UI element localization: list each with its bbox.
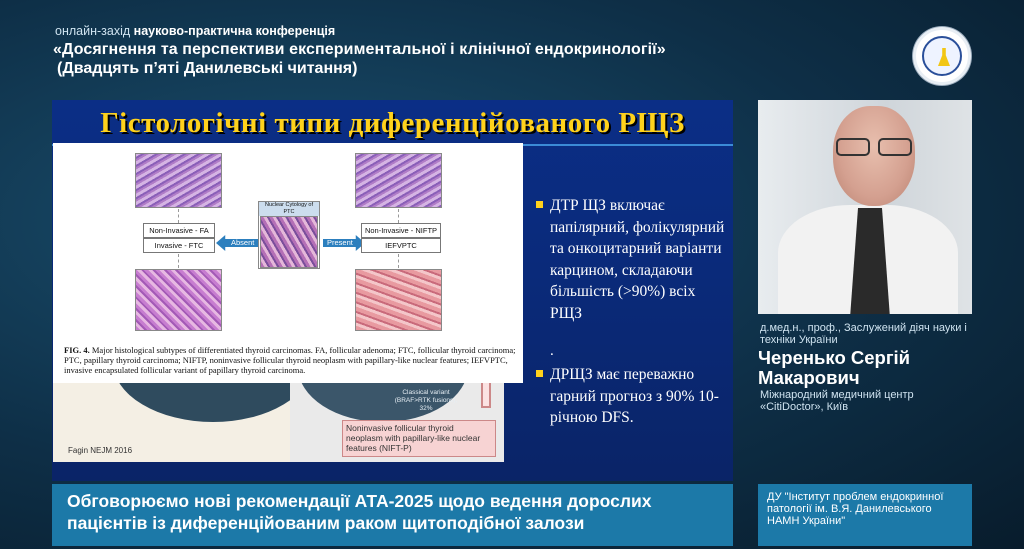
- slide-title: Гістологічні типи диференційованого РЩЗ: [100, 107, 685, 139]
- bullet-2-text: ДРЩЗ має переважно гарний прогноз з 90% 10-річною DFS.: [550, 366, 719, 426]
- speaker-organization: Міжнародний медичний центр «CitiDoctor», Київ: [760, 389, 914, 413]
- conference-title: «Досягнення та перспективи експериментальної і клінічної ендокринології»: [53, 41, 666, 58]
- ftc-histology-image: [135, 269, 222, 331]
- figure-caption: [64, 345, 516, 375]
- bullet-square-icon: [536, 370, 543, 377]
- label-invasive-ftc: Invasive - FTC: [143, 238, 215, 253]
- institute-banner: [758, 484, 972, 546]
- caption-label: FIG. 4.: [64, 345, 90, 355]
- classic-variant-label: Classical variant (BRAF>RTK fusions), 32%: [394, 389, 458, 412]
- label-noninvasive-fa: Non-Invasive - FA: [143, 223, 215, 238]
- caption-text: Major histological subtypes of differentiated thyroid carcinomas. FA, follicular adenoma; FTC, follicular thyroid carcinoma; PTC, papillary thyroid carcinoma; NIFTP, noninvasive follicular thyroid neoplasm with papillary-like nuclear features; IEFVPTC, invasive encapsulated follicular variant of papillary thyroid carcinoma.: [64, 345, 516, 375]
- speaker-role: д.мед.н., проф., Заслужений діяч науки і техніки України: [760, 322, 967, 346]
- topic-text: Обговорюємо нові рекомендації АТА-2025 щодо ведення дорослих пацієнтів із диференційованим раком щитоподібної залози: [67, 491, 652, 533]
- subtitle-prefix: онлайн-захід: [55, 24, 131, 38]
- institute-text: ДУ "Інститут проблем ендокринної патології ім. В.Я. Данилевського НАМН України": [767, 491, 944, 527]
- glasses-icon: [836, 138, 914, 156]
- bullet-point-1: [550, 195, 730, 324]
- bullet-1-text: ДТР ЩЗ включає папілярний, фолікулярний та онкоцитарний варіанти карцином, складаючи більшість (>90%) всіх РЩЗ: [550, 197, 725, 322]
- iefvptc-histology-image: [355, 269, 442, 331]
- absent-label: Absent: [231, 238, 255, 247]
- speaker-head: [833, 106, 915, 206]
- institute-emblem-icon: [913, 27, 971, 85]
- bullet-dot: .: [550, 343, 554, 359]
- subtitle-bold: науково-практична конференція: [133, 24, 336, 38]
- connector-line: [398, 254, 399, 268]
- connector-line: [178, 209, 179, 223]
- figure-source: Fagin NEJM 2016: [68, 446, 133, 455]
- topic-banner: [52, 484, 733, 546]
- ptc-histology-image: [260, 216, 318, 268]
- label-noninvasive-niftp: Non-Invasive - NIFTP: [361, 223, 441, 238]
- bullet-square-icon: [536, 201, 543, 208]
- conference-subtitle: [55, 24, 335, 38]
- conference-title-line2: (Двадцять п’яті Данилевські читання): [57, 60, 358, 77]
- ptc-title: Nuclear Cytology of PTC: [259, 202, 319, 216]
- speaker-name: Черенько Сергій Макарович: [758, 347, 911, 388]
- label-iefvptc: IEFVPTC: [361, 238, 441, 253]
- niftp-histology-image: [355, 153, 442, 208]
- fa-histology-image: [135, 153, 222, 208]
- connector-line: [398, 209, 399, 223]
- connector-line: [178, 254, 179, 268]
- histology-figure: [53, 143, 523, 383]
- bullet-point-2: [550, 364, 730, 429]
- present-label: Present: [327, 238, 353, 247]
- niftp-box: Noninvasive follicular thyroid neoplasm with papillary-like nuclear features (NIFT-P): [342, 420, 496, 457]
- speaker-video: [758, 100, 972, 314]
- presentation-slide: [52, 100, 733, 481]
